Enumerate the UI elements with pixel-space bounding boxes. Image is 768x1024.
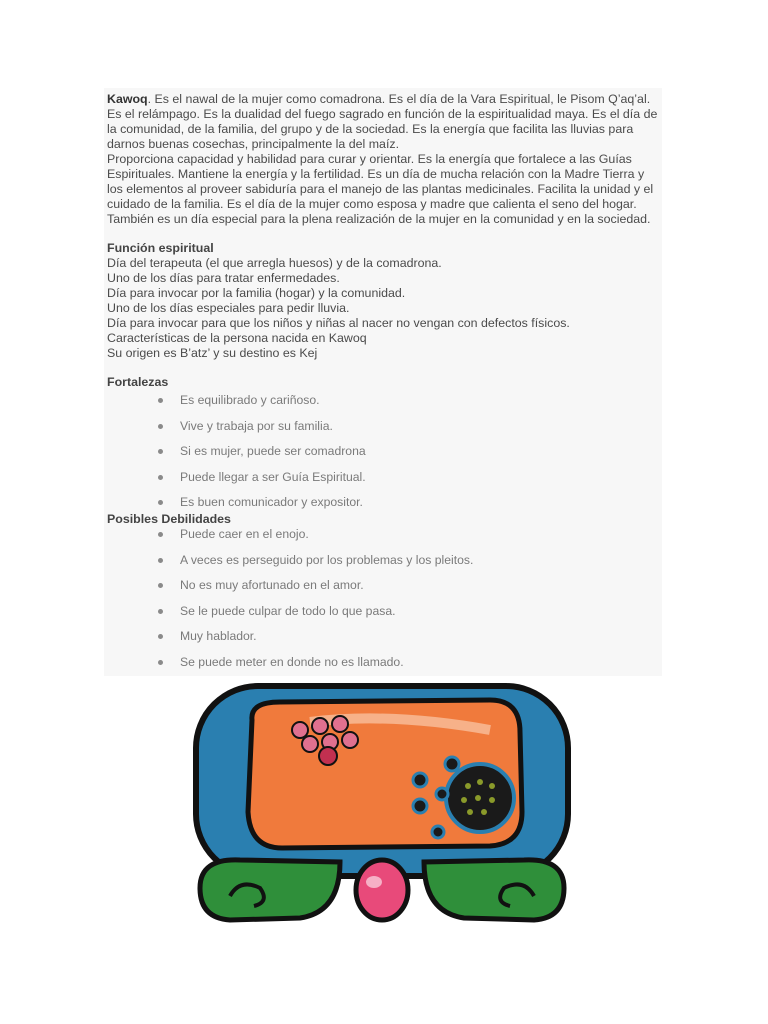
list-item: Se le puede culpar de todo lo que pasa. — [107, 604, 663, 630]
funcion-line: Día para invocar para que los niños y niñas al nacer no vengan con defectos físicos. — [107, 316, 570, 330]
funcion-line: Día para invocar por la familia (hogar) y la comunidad. — [107, 286, 406, 300]
list-item: Muy hablador. — [107, 629, 663, 655]
funcion-heading: Función espiritual — [107, 241, 214, 255]
intro-paragraph: Kawoq. Es el nawal de la mujer como comadrona. Es el día de la Vara Espiritual, le Pisom Q’aq’al. Es el relámpago. Es la dualidad del fuego sagrado en función de la espiritualidad maya. Es el día de la comunidad, de la familia, del grupo y de la sociedad. Es la energía que facilita las lluvias para darnos buenas cosechas, principalmente la del maíz. — [107, 92, 658, 151]
debilidades-heading: Posibles Debilidades — [107, 512, 231, 526]
funcion-line: Características de la persona nacida en Kawoq — [107, 331, 367, 345]
list-item: A veces es perseguido por los problemas y los pleitos. — [107, 553, 663, 579]
funcion-line: Uno de los días especiales para pedir lluvia. — [107, 301, 350, 315]
list-item: Es buen comunicador y expositor. — [107, 495, 663, 512]
list-item: Si es mujer, puede ser comadrona — [107, 444, 663, 470]
document-body — [107, 92, 663, 680]
kawoq-glyph-icon — [190, 682, 580, 930]
intro-paragraph-2: Proporciona capacidad y habilidad para curar y orientar. Es la energía que fortalece a las Guías Espirituales. Mantiene la energía y la fertilidad. Es un día de mucha relación con la Madre Tierra y los elementos al proveer sabiduría para el manejo de las plantas medicinales. Facilita la unidad y el cuidado de la familia. Es el día de la mujer como esposa y madre que calienta el seno del hogar. También es un día especial para la plena realización de la mujer en la comunidad y en la sociedad. — [107, 152, 654, 226]
fortalezas-heading: Fortalezas — [107, 375, 169, 389]
list-item: Vive y trabaja por su familia. — [107, 419, 663, 445]
list-item: Puede caer en el enojo. — [107, 527, 663, 553]
list-item: No es muy afortunado en el amor. — [107, 578, 663, 604]
fortalezas-list — [107, 393, 663, 512]
funcion-line: Su origen es B’atz’ y su destino es Kej — [107, 346, 318, 360]
list-item: Es equilibrado y cariñoso. — [107, 393, 663, 419]
kawoq-title: Kawoq — [107, 92, 148, 106]
funcion-line: Día del terapeuta (el que arregla huesos) y de la comadrona. — [107, 256, 442, 270]
debilidades-list — [107, 527, 663, 680]
list-item: Puede llegar a ser Guía Espiritual. — [107, 470, 663, 496]
funcion-line: Uno de los días para tratar enfermedades. — [107, 271, 340, 285]
list-item: Se puede meter en donde no es llamado. — [107, 655, 663, 681]
